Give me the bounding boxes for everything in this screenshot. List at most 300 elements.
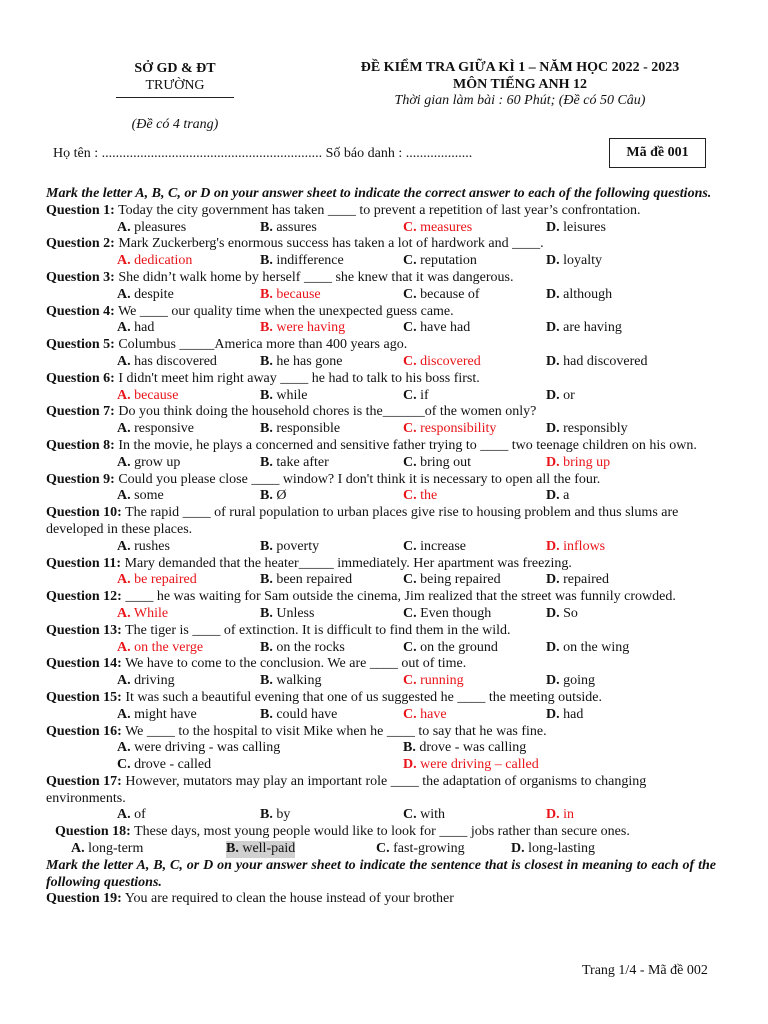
answer-options (46, 539, 716, 556)
question-text: Do you think doing the household chores is the______of the women only? (118, 404, 537, 420)
option-a[interactable] (117, 354, 217, 371)
option-letter: C. (403, 706, 417, 722)
answer-options (46, 606, 716, 623)
option-letter: D. (546, 286, 560, 302)
option-letter: C. (403, 253, 417, 269)
option-letter: D. (546, 320, 560, 336)
question-number: Question 18: (55, 824, 131, 840)
option-d[interactable] (546, 287, 612, 304)
question-text: These days, most young people would like to look for ____ jobs rather than secure ones. (134, 824, 630, 840)
option-b[interactable] (260, 253, 344, 270)
question-number: Question 10: (46, 505, 122, 521)
question-1 (46, 203, 716, 220)
answer-options (46, 253, 716, 270)
question-number: Question 11: (46, 555, 122, 571)
option-c[interactable] (403, 421, 496, 438)
option-text: be repaired (134, 572, 197, 588)
student-id-line: Họ tên : ............................................................... Số báo danh : ................... (53, 146, 473, 161)
question-number: Question 6: (46, 370, 115, 386)
option-letter: A. (117, 572, 131, 588)
option-a[interactable] (117, 488, 164, 505)
option-d[interactable] (546, 421, 628, 438)
option-text: he has gone (276, 353, 343, 369)
option-letter: D. (546, 421, 560, 437)
option-letter: C. (403, 807, 417, 823)
answer-options (46, 707, 716, 724)
option-a[interactable] (117, 740, 280, 757)
option-letter: D. (546, 605, 560, 621)
option-text: Unless (276, 605, 315, 621)
option-text: assures (276, 219, 317, 235)
option-b[interactable] (260, 388, 307, 405)
answer-options (46, 807, 716, 824)
option-d[interactable] (546, 388, 575, 405)
question-number: Question 1: (46, 202, 115, 218)
answer-options (46, 287, 716, 304)
option-letter: A. (117, 740, 131, 756)
answer-options (46, 421, 716, 438)
question-8 (46, 438, 716, 455)
option-c[interactable] (117, 757, 211, 774)
question-number: Question 7: (46, 404, 115, 420)
option-text: because of (420, 286, 480, 302)
option-text: on the verge (134, 639, 204, 655)
question-2 (46, 236, 716, 253)
option-c[interactable] (403, 673, 464, 690)
option-b[interactable] (260, 287, 321, 304)
option-letter: C. (403, 219, 417, 235)
answer-options (46, 572, 716, 589)
option-a[interactable] (117, 421, 194, 438)
option-b[interactable] (260, 572, 352, 589)
question-number: Question 4: (46, 303, 115, 319)
option-letter: B. (403, 740, 416, 756)
answer-options (46, 673, 716, 690)
option-text: on the rocks (276, 639, 345, 655)
option-text: dedication (134, 253, 193, 269)
option-letter: D. (546, 488, 560, 504)
question-number: Question 5: (46, 337, 115, 353)
answer-options (46, 320, 716, 337)
option-text: running (420, 673, 464, 689)
option-text: indifference (276, 253, 344, 269)
option-a[interactable] (117, 606, 168, 623)
question-text: In the movie, he plays a concerned and sensitive father trying to ____ two teenage children on his own. (118, 437, 697, 453)
option-text: drove - called (134, 757, 212, 773)
option-letter: B. (260, 807, 273, 823)
question-text: Mary demanded that the heater_____ immediately. Her apartment was freezing. (124, 555, 572, 571)
question-text: The tiger is ____ of extinction. It is difficult to find them in the wild. (125, 622, 511, 638)
option-letter: B. (260, 421, 273, 437)
question-section (46, 186, 716, 908)
question-text: I didn't meet him right away ____ he had to talk to his boss first. (118, 370, 480, 386)
option-b[interactable] (260, 421, 340, 438)
question-text: We ____ our quality time when the unexpected guess came. (118, 303, 454, 319)
question-11 (46, 556, 716, 573)
option-text: have had (420, 320, 471, 336)
option-letter: A. (117, 605, 131, 621)
option-text: might have (134, 706, 197, 722)
option-c[interactable] (403, 455, 471, 472)
question-number: Question 19: (46, 891, 122, 907)
question-number: Question 3: (46, 269, 115, 285)
option-letter: D. (546, 639, 560, 655)
answer-options (46, 757, 716, 774)
option-letter: D. (546, 706, 560, 722)
option-text: despite (134, 286, 174, 302)
option-text: the (420, 488, 438, 504)
option-text: drove - was calling (419, 740, 527, 756)
option-text: leisures (563, 219, 606, 235)
option-text: take after (276, 454, 329, 470)
option-d[interactable] (546, 539, 605, 556)
option-c[interactable] (403, 320, 470, 337)
question-text: We ____ to the hospital to visit Mike when he ____ to say that he was fine. (125, 723, 547, 739)
option-a[interactable] (117, 287, 174, 304)
question-text: Today the city government has taken ____ to prevent a repetition of last year’s confrontation. (118, 202, 641, 218)
option-c[interactable] (403, 807, 445, 824)
option-c[interactable] (403, 220, 472, 237)
option-letter: C. (403, 538, 417, 554)
option-letter: D. (546, 807, 560, 823)
option-letter: D. (511, 841, 525, 857)
option-letter: B. (260, 387, 273, 403)
option-c[interactable] (403, 488, 437, 505)
question-text: She didn’t walk home by herself ____ she knew that it was dangerous. (118, 269, 514, 285)
option-text: repaired (563, 572, 609, 588)
option-text: responsibility (420, 421, 497, 437)
option-text: had discovered (563, 353, 648, 369)
option-text: measures (420, 219, 473, 235)
option-b[interactable] (403, 740, 526, 757)
option-c[interactable] (403, 253, 477, 270)
option-c[interactable] (403, 354, 481, 371)
option-d[interactable] (546, 253, 602, 270)
option-letter: B. (260, 253, 273, 269)
option-text: responsibly (563, 421, 628, 437)
instruction-part2: Mark the letter A, B, C, or D on your answer sheet to indicate the sentence that is closest in meaning to each of the following questions. (46, 857, 716, 890)
question-number: Question 16: (46, 723, 122, 739)
option-text: of (134, 807, 146, 823)
option-c[interactable] (403, 287, 480, 304)
option-text: were having (276, 320, 346, 336)
option-letter: C. (403, 421, 417, 437)
option-text: could have (276, 706, 338, 722)
option-a[interactable] (117, 673, 175, 690)
option-letter: D. (546, 253, 560, 269)
option-letter: A. (117, 219, 131, 235)
question-6 (46, 371, 716, 388)
option-text: on the ground (420, 639, 498, 655)
question-4 (46, 304, 716, 321)
question-text: You are required to clean the house instead of your brother (124, 891, 454, 907)
option-text: While (133, 605, 169, 621)
option-letter: C. (117, 757, 131, 773)
option-a[interactable] (117, 640, 203, 657)
option-b[interactable] (260, 640, 345, 657)
option-d[interactable] (403, 757, 539, 774)
question-10 (46, 505, 716, 539)
option-letter: A. (117, 320, 131, 336)
option-b[interactable] (260, 220, 317, 237)
option-text: had (563, 706, 584, 722)
question-5 (46, 337, 716, 354)
option-text: has discovered (134, 353, 217, 369)
option-letter: B. (260, 639, 273, 655)
option-letter: B. (260, 605, 273, 621)
header-right (300, 60, 740, 110)
option-letter: B. (260, 219, 273, 235)
option-d[interactable] (546, 673, 595, 690)
option-letter: C. (403, 454, 417, 470)
option-text: because (276, 286, 321, 302)
instruction-part1: Mark the letter A, B, C, or D on your answer sheet to indicate the correct answer to each of the following questions. (46, 186, 712, 201)
option-text: long-term (88, 841, 144, 857)
option-text: inflows (563, 538, 606, 554)
option-letter: A. (117, 387, 131, 403)
option-letter: A. (117, 706, 131, 722)
option-d[interactable] (546, 572, 609, 589)
question-19 (46, 891, 716, 908)
option-text: responsible (276, 421, 341, 437)
option-letter: A. (117, 807, 131, 823)
question-text: Columbus _____America more than 400 years ago. (118, 337, 408, 353)
option-a[interactable] (117, 220, 186, 237)
answer-options (46, 354, 716, 371)
option-c[interactable] (403, 572, 501, 589)
option-letter: B. (260, 488, 273, 504)
option-a[interactable] (117, 388, 178, 405)
option-letter: B. (260, 706, 273, 722)
option-text: a (563, 488, 570, 504)
question-15 (46, 690, 716, 707)
option-a[interactable] (117, 539, 170, 556)
option-d[interactable] (546, 807, 574, 824)
option-c[interactable] (403, 606, 491, 623)
option-b[interactable] (260, 539, 319, 556)
option-text: have (420, 706, 447, 722)
option-c[interactable] (403, 388, 429, 405)
option-text: while (276, 387, 308, 403)
option-d[interactable] (511, 841, 595, 858)
question-number: Question 14: (46, 656, 122, 672)
option-text: loyalty (563, 253, 603, 269)
question-18 (46, 824, 716, 841)
question-number: Question 9: (46, 471, 115, 487)
option-letter: B. (260, 353, 273, 369)
answer-options (46, 740, 716, 757)
option-text: poverty (276, 538, 320, 554)
question-17 (46, 774, 716, 808)
question-number: Question 2: (46, 236, 115, 252)
option-text: bring up (563, 454, 611, 470)
option-c[interactable] (376, 841, 465, 858)
option-text: rushes (134, 538, 170, 554)
option-text: grow up (134, 454, 181, 470)
option-letter: C. (403, 572, 417, 588)
option-text: were driving – called (420, 757, 539, 773)
option-d[interactable] (546, 640, 629, 657)
option-text: fast-growing (393, 841, 465, 857)
option-text: bring out (420, 454, 472, 470)
option-b[interactable] (260, 320, 345, 337)
option-text: by (276, 807, 291, 823)
option-text: being repaired (420, 572, 501, 588)
question-text: The rapid ____ of rural population to urban places give rise to housing problem and thus slums are developed in these places. (46, 505, 679, 537)
option-a[interactable] (117, 707, 197, 724)
option-text: well-paid (242, 841, 296, 857)
question-3 (46, 270, 716, 287)
option-letter: B. (260, 572, 273, 588)
question-13 (46, 623, 716, 640)
option-letter: C. (403, 387, 417, 403)
subject-title: MÔN TIẾNG ANH 12 (453, 76, 587, 92)
option-letter: C. (403, 320, 417, 336)
option-d[interactable] (546, 455, 610, 472)
answer-options (46, 455, 716, 472)
question-number: Question 8: (46, 437, 115, 453)
option-b[interactable] (260, 673, 321, 690)
header-left (100, 60, 250, 132)
option-letter: D. (546, 454, 560, 470)
option-text: some (134, 488, 164, 504)
question-text: ____ he was waiting for Sam outside the cinema, Jim realized that the street was funnily crowded. (125, 589, 676, 605)
option-text: going (563, 673, 596, 689)
option-a[interactable] (117, 455, 180, 472)
question-number: Question 12: (46, 589, 122, 605)
question-16 (46, 724, 716, 741)
option-a[interactable] (117, 320, 154, 337)
option-letter: C. (403, 673, 417, 689)
option-a[interactable] (71, 841, 143, 858)
question-number: Question 15: (46, 689, 122, 705)
question-text: It was such a beautiful evening that one of us suggested he ____ the meeting outside. (125, 689, 603, 705)
option-text: were driving - was calling (134, 740, 281, 756)
option-text: been repaired (276, 572, 353, 588)
option-letter: B. (260, 454, 273, 470)
question-number: Question 17: (46, 773, 122, 789)
answer-options (46, 841, 716, 858)
option-letter: A. (117, 253, 131, 269)
option-letter: A. (117, 353, 131, 369)
option-letter: A. (117, 454, 131, 470)
option-b[interactable] (260, 807, 290, 824)
option-a[interactable] (117, 807, 146, 824)
option-letter: C. (403, 488, 417, 504)
option-text: discovered (420, 353, 481, 369)
option-text: driving (134, 673, 175, 689)
time-info: Thời gian làm bài : 60 Phút; (Đề có 50 Câu) (394, 93, 646, 108)
question-text: However, mutators may play an important role ____ the adaptation of organisms to changing environments. (46, 773, 647, 806)
question-14 (46, 656, 716, 673)
option-b[interactable] (260, 488, 286, 505)
option-c[interactable] (403, 539, 466, 556)
question-9 (46, 472, 716, 489)
option-text: pleasures (134, 219, 187, 235)
question-7 (46, 404, 716, 421)
option-letter: B. (226, 841, 239, 857)
question-12 (46, 589, 716, 606)
answer-options (46, 220, 716, 237)
option-letter: B. (260, 673, 273, 689)
option-letter: A. (117, 673, 131, 689)
option-letter: A. (117, 538, 131, 554)
option-c[interactable] (403, 707, 447, 724)
exam-code-box: Mã đề 001 (609, 138, 706, 168)
option-b[interactable] (260, 606, 314, 623)
option-a[interactable] (117, 572, 197, 589)
option-letter: C. (403, 605, 417, 621)
answer-options (46, 488, 716, 505)
option-a[interactable] (117, 253, 192, 270)
option-text: are having (563, 320, 622, 336)
option-c[interactable] (403, 640, 498, 657)
option-text: increase (420, 538, 466, 554)
option-text: on the wing (563, 639, 630, 655)
option-letter: D. (403, 757, 417, 773)
option-text: reputation (420, 253, 477, 269)
option-letter: B. (260, 320, 273, 336)
answer-options (46, 388, 716, 405)
option-d[interactable] (546, 707, 583, 724)
option-letter: C. (403, 353, 417, 369)
option-text: with (420, 807, 446, 823)
option-text: responsive (134, 421, 195, 437)
option-b[interactable] (226, 841, 295, 858)
option-letter: D. (546, 353, 560, 369)
department-label: SỞ GD & ĐT (134, 61, 216, 76)
option-d[interactable] (546, 354, 647, 371)
option-d[interactable] (546, 488, 569, 505)
option-b[interactable] (260, 455, 329, 472)
option-letter: A. (71, 841, 85, 857)
exam-title: ĐỀ KIỂM TRA GIỮA KÌ 1 – NĂM HỌC 2022 - 2023 (360, 60, 680, 75)
question-text: Could you please close ____ window? I don't think it is necessary to open all the four. (118, 471, 601, 487)
option-text: Even though (420, 605, 492, 621)
question-number: Question 13: (46, 622, 122, 638)
option-text: or (563, 387, 575, 403)
option-d[interactable] (546, 320, 622, 337)
header-divider (116, 97, 234, 98)
option-letter: D. (546, 219, 560, 235)
option-text: because (134, 387, 179, 403)
option-d[interactable] (546, 220, 606, 237)
option-letter: A. (117, 488, 131, 504)
option-text: Ø (276, 488, 287, 504)
option-letter: D. (546, 673, 560, 689)
question-text: Mark Zuckerberg's enormous success has taken a lot of hardwork and ____. (118, 236, 544, 252)
question-text: We have to come to the conclusion. We are ____ out of time. (125, 656, 467, 672)
option-letter: D. (546, 387, 560, 403)
option-text: walking (276, 673, 322, 689)
option-letter: A. (117, 639, 131, 655)
option-b[interactable] (260, 354, 342, 371)
option-d[interactable] (546, 606, 578, 623)
option-letter: B. (260, 286, 273, 302)
option-text: if (420, 387, 429, 403)
page-count-note: (Đề có 4 trang) (131, 117, 219, 132)
option-letter: B. (260, 538, 273, 554)
option-letter: C. (376, 841, 390, 857)
option-letter: A. (117, 421, 131, 437)
option-text: had (134, 320, 155, 336)
option-letter: C. (403, 639, 417, 655)
option-letter: A. (117, 286, 131, 302)
option-b[interactable] (260, 707, 337, 724)
option-letter: D. (546, 572, 560, 588)
option-text: long-lasting (528, 841, 596, 857)
option-letter: C. (403, 286, 417, 302)
